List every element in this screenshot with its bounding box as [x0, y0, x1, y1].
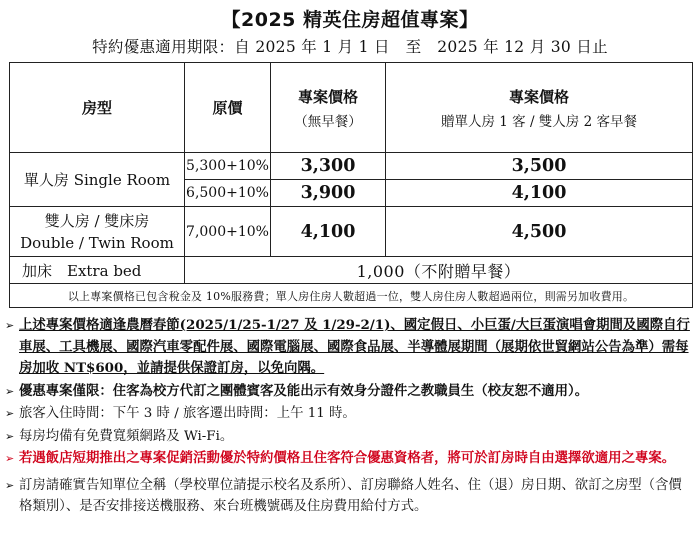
- arrow-right-icon: ➢: [5, 319, 15, 332]
- note-text: 上述專案價格適逢農曆春節(2025/1/25-1/27 及 1/29-2/1)、國定假日、小巨蛋/大巨蛋演唱會期間及國際自行車展、工具機展、國際汽車零配件展、國際電腦展、國際食品展、半導體展期間（展期依世貿網站公告為準）需每房加收 NT$600，並請提供保證訂房，以免向隅。: [19, 317, 690, 376]
- original-price-cell: 5,300+10%: [185, 153, 271, 180]
- arrow-right-icon: ➢: [5, 429, 15, 443]
- plan-price-breakfast-cell: 4,100: [386, 180, 693, 207]
- header-plan-price-breakfast-label: 專案價格: [508, 87, 569, 106]
- arrow-right-icon: ➢: [5, 407, 15, 420]
- tax-note: 以上專案價格已包含稅金及 10%服務費；單人房住房人數超過一位，雙人房住房人數超過兩位，則需另加收費用。: [10, 284, 693, 308]
- plan-price-cell: 3,300: [271, 153, 386, 180]
- notes-list: [5, 315, 693, 519]
- page-title: 【2025 精英住房超值專案】: [221, 9, 479, 31]
- rate-table: [9, 62, 693, 308]
- note-surcharge: [5, 315, 693, 380]
- note-text: 每房均備有免費寬頻網路及 Wi-Fi。: [19, 428, 234, 444]
- note-wifi: [5, 426, 693, 448]
- table-row: [10, 153, 693, 180]
- plan-price-breakfast-cell: 3,500: [386, 153, 693, 180]
- header-plan-price: [271, 63, 386, 153]
- header-plan-price-label: 專案價格: [297, 87, 358, 106]
- validity-period: 特約優惠適用期限：自 2025 年 1 月 1 日 至 2025 年 12 月 30 日止: [92, 38, 608, 56]
- plan-price-cell: 3,900: [271, 180, 386, 207]
- extra-bed-row: [10, 257, 693, 284]
- table-header-row: [10, 63, 693, 153]
- header-plan-price-breakfast: [386, 63, 693, 153]
- table-row: [10, 207, 693, 257]
- header-plan-price-sub: （無早餐）: [294, 113, 362, 130]
- note-checkin-checkout: [5, 403, 693, 425]
- original-price-cell: 6,500+10%: [185, 180, 271, 207]
- room-type-double-twin-zh: 雙人房 / 雙床房: [44, 211, 150, 230]
- extra-bed-label: 加床 Extra bed: [10, 257, 185, 284]
- note-text: 旅客入住時間：下午 3 時 / 旅客遷出時間：上午 11 時。: [19, 406, 356, 421]
- header-room-type: 房型: [10, 63, 185, 153]
- note-text: 訂房請確實告知單位全稱（學校單位請提示校名及系所）、訂房聯絡人姓名、住（退）房日期、欲訂之房型（含價格類別）、是否安排接送機服務、來台班機號碼及住房費用給付方式。: [19, 477, 682, 514]
- note-booking-info: [5, 475, 693, 518]
- arrow-right-icon: ➢: [5, 452, 15, 465]
- plan-price-cell: 4,100: [271, 207, 386, 257]
- arrow-right-icon: ➢: [5, 384, 15, 398]
- note-eligibility: [5, 381, 693, 403]
- note-text: 優惠專案僅限：住客為校方代訂之團體賓客及能出示有效身分證件之教職員生（校友恕不適用）。: [19, 382, 589, 399]
- extra-bed-price: 1,000（不附贈早餐）: [185, 257, 693, 284]
- room-type-double-twin: [10, 207, 185, 257]
- tax-note-row: [10, 284, 693, 308]
- header-plan-price-breakfast-sub: 贈單人房 1 客 / 雙人房 2 客早餐: [441, 113, 637, 130]
- original-price-cell: 7,000+10%: [185, 207, 271, 257]
- header-original-price: 原價: [185, 63, 271, 153]
- plan-price-breakfast-cell: 4,500: [386, 207, 693, 257]
- note-promotion: [5, 448, 693, 470]
- note-text: 若遇飯店短期推出之專案促銷活動優於特約價格且住客符合優惠資格者，將可於訂房時自由選擇欲適用之專案。: [19, 450, 676, 466]
- room-type-double-twin-en: Double / Twin Room: [20, 233, 174, 252]
- arrow-right-icon: ➢: [5, 478, 15, 492]
- room-type-single: 單人房 Single Room: [10, 153, 185, 207]
